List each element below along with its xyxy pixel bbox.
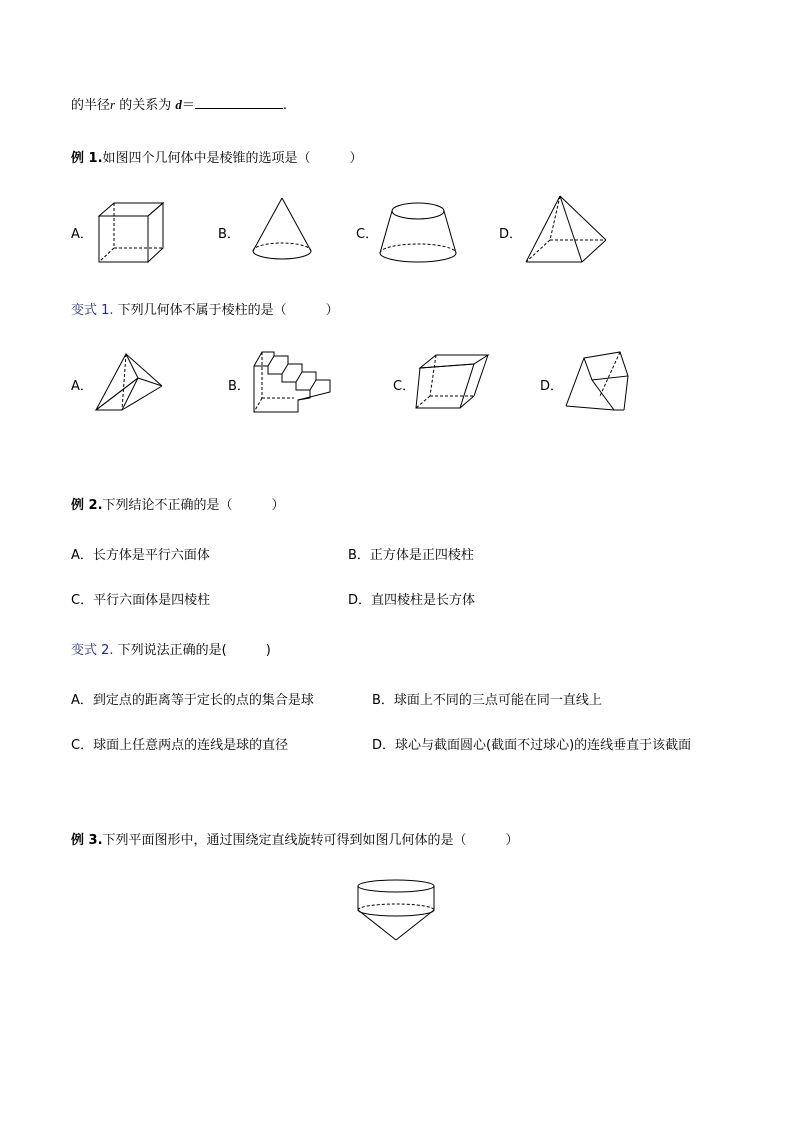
var2-choice-d: D．球心与截面圆心(截面不过球心)的连线垂直于该截面 (372, 738, 692, 753)
var2-text: 下列说法正确的是( ) (113, 643, 271, 658)
ex1-label: 例 1. (71, 151, 103, 166)
var2-choice-a: A．到定点的距离等于定长的点的集合是球 (71, 693, 314, 708)
ex1-option-c: C． (356, 227, 379, 242)
var1-option-b: B． (228, 379, 250, 394)
triangular-prism-icon (94, 350, 164, 414)
intro-line (71, 94, 287, 113)
var2-choice-c: C．球面上任意两点的连线是球的直径 (71, 738, 289, 753)
ex2-choice-b: B．正方体是正四棱柱 (348, 548, 474, 563)
intro-prefix: 的半径 (71, 98, 111, 113)
intro-middle: 的关系为 (115, 98, 176, 113)
slanted-prism-icon (414, 352, 490, 412)
intro-end: . (282, 98, 287, 113)
ex3-label: 例 3. (71, 833, 103, 848)
answer-blank (195, 96, 283, 109)
frustum-icon (378, 200, 458, 264)
ex3-question (71, 829, 519, 848)
var2-question (71, 639, 271, 658)
var1-text: 下列几何体不属于棱柱的是（ ） (113, 303, 339, 318)
cube-icon (96, 200, 166, 264)
ex2-choice-d: D．直四棱柱是长方体 (348, 593, 476, 608)
var1-label: 变式 1. (71, 303, 114, 318)
ex2-question (71, 494, 285, 513)
frustum-pyramid-icon (564, 350, 632, 412)
var2-label: 变式 2. (71, 643, 114, 658)
stair-prism-icon (250, 350, 332, 416)
ex3-text: 下列平面图形中，通过围绕定直线旋转可得到如图几何体的是（ ） (102, 833, 519, 848)
var-d: d (175, 97, 182, 112)
ex1-option-b: B． (218, 227, 240, 242)
pyramid-icon (524, 194, 608, 266)
var1-option-c: C． (393, 379, 416, 394)
ex2-choice-a: A．长方体是平行六面体 (71, 548, 210, 563)
ex1-option-a: A． (71, 227, 93, 242)
ex1-option-d: D． (499, 227, 523, 242)
var1-question (71, 299, 339, 318)
var1-option-d: D． (540, 379, 564, 394)
cone-icon (250, 196, 314, 262)
ex1-question (71, 147, 363, 166)
ex1-text: 如图四个几何体中是棱锥的选项是（ ） (102, 151, 363, 166)
ex2-text: 下列结论不正确的是（ ） (102, 498, 285, 513)
var2-choice-b: B．球面上不同的三点可能在同一直线上 (372, 693, 602, 708)
var-r: r (110, 97, 116, 112)
intro-eq: ＝ (181, 98, 195, 113)
ex2-choice-c: C．平行六面体是四棱柱 (71, 593, 211, 608)
cylinder-cone-icon (355, 878, 437, 942)
var1-option-a: A． (71, 379, 93, 394)
ex2-label: 例 2. (71, 498, 103, 513)
